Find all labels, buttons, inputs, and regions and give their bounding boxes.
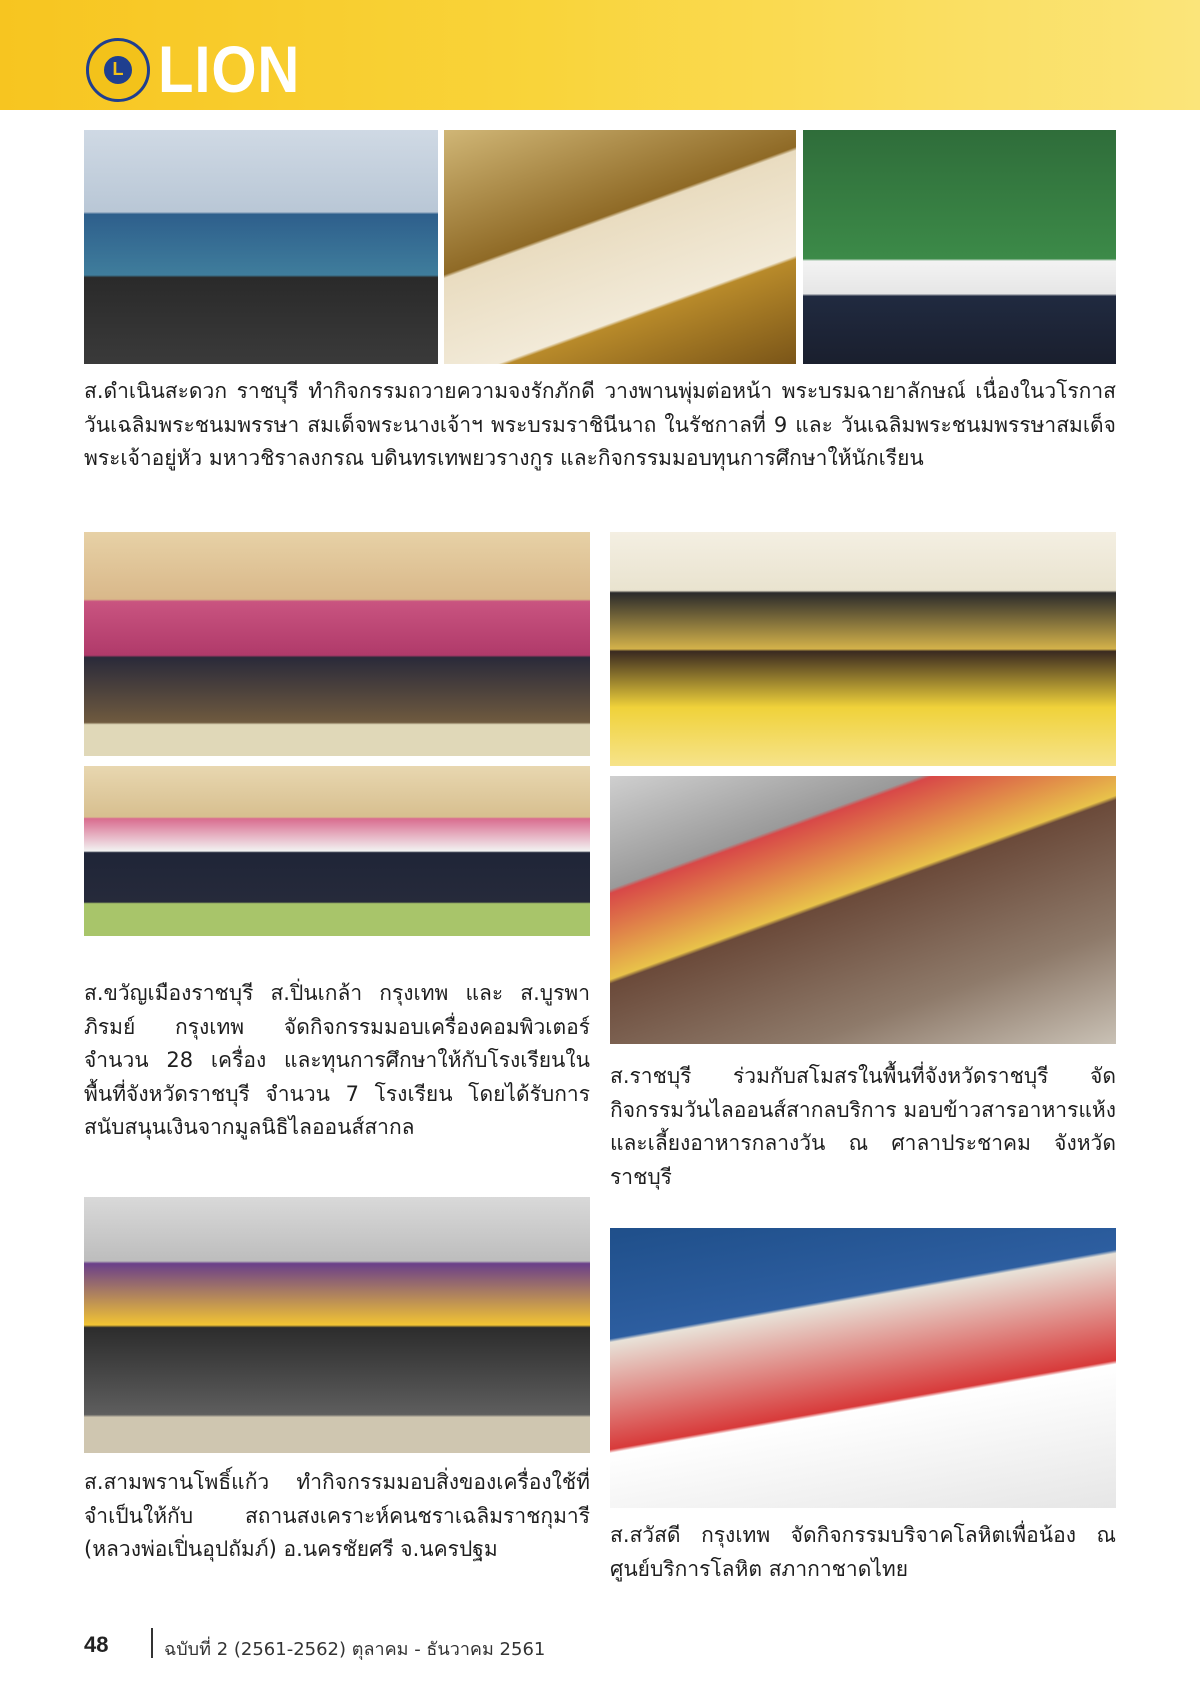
footer-divider — [151, 1628, 153, 1658]
caption-4: ส.สามพรานโพธิ์แก้ว ทำกิจกรรมมอบสิ่งของเครื่องใช้ที่จำเป็นให้กับ สถานสงเคราะห์คนชราเฉลิมราชกุมารี (หลวงพ่อเปิ่นอุปถัมภ์) อ.นครชัยศรี จ.นครปฐม — [84, 1470, 590, 1561]
lions-logo-icon: L — [86, 38, 150, 102]
caption-2: ส.ขวัญเมืองราชบุรี ส.ปิ่นเกล้า กรุงเทพ และ ส.บูรพาภิรมย์ กรุงเทพ จัดกิจกรรมมอบเครื่องคอมพิวเตอร์ จำนวน 28 เครื่อง และทุนการศึกษาให้กับโรงเรียนในพื้นที่จังหวัดราชบุรี จำนวน 7 โรงเรียน โดยได้รับการสนับสนุนเงินจากมูลนิธิไลออนส์สากล — [84, 981, 590, 1139]
event-photo-5 — [610, 532, 1116, 766]
page-number: 48 — [84, 1632, 109, 1657]
event-photo-7 — [610, 776, 1116, 1044]
event-photo-2 — [444, 130, 796, 364]
event-photo-4 — [84, 532, 590, 756]
event-photo-9 — [610, 1228, 1116, 1508]
event-photo-6 — [84, 766, 590, 936]
magazine-title: LION — [158, 32, 301, 106]
caption-5: ส.สวัสดี กรุงเทพ จัดกิจกรรมบริจาคโลหิตเพื่อน้อง ณ ศูนย์บริการโลหิต สภากาชาดไทย — [610, 1523, 1116, 1581]
caption-3: ส.ราชบุรี ร่วมกับสโมสรในพื้นที่จังหวัดราชบุรี จัดกิจกรรมวันไลออนส์สากลบริการ มอบข้าวสารอาหารแห้ง และเลี้ยงอาหารกลางวัน ณ ศาลาประชาคม จังหวัดราชบุรี — [610, 1064, 1116, 1189]
issue-label: ฉบับที่ 2 (2561-2562) ตุลาคม - ธันวาคม 2561 — [164, 1639, 546, 1660]
event-photo-1 — [84, 130, 438, 364]
event-photo-3 — [803, 130, 1116, 364]
event-photo-8 — [84, 1197, 590, 1453]
caption-1: ส.ดำเนินสะดวก ราชบุรี ทำกิจกรรมถวายความจงรักภักดี วางพานพุ่มต่อหน้า พระบรมฉายาลักษณ์ เนื่องในวโรกาส วันเฉลิมพระชนมพรรษา สมเด็จพระนางเจ้าฯ พระบรมราชินีนาถ ในรัชกาลที่ 9 และ วันเฉลิมพระชนมพรรษาสมเด็จพระเจ้าอยู่หัว มหาวชิราลงกรณ บดินทรเทพยวรางกูร และกิจกรรมมอบทุนการศึกษาให้นักเรียน — [84, 379, 1116, 470]
